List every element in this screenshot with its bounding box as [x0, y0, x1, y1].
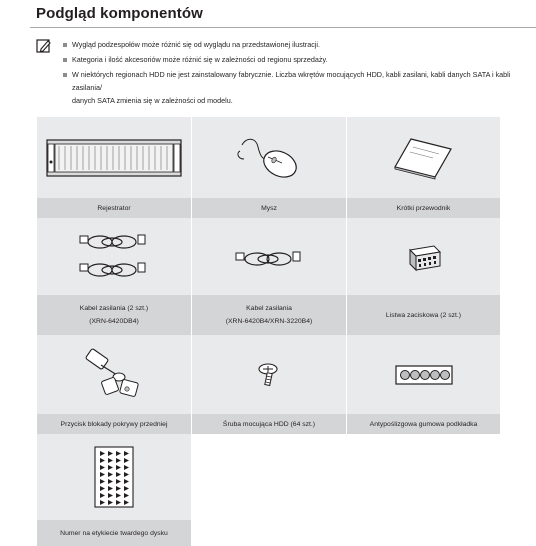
component-label: Śruba mocująca HDD (64 szt.) [192, 414, 346, 434]
empty-cell [346, 434, 500, 546]
note-item: Kategoria i ilość akcesoriów może różnić się w zależności od regionu sprzedaży. [62, 53, 532, 66]
note-item: Wygląd podzespołów może różnić się od wyglądu na przedstawionej ilustracji. [62, 38, 532, 51]
component-quick-guide [346, 117, 500, 218]
mouse-icon [234, 133, 304, 183]
hdd-label-sheet-icon [94, 446, 134, 508]
rubber-pad-icon [395, 364, 453, 386]
component-label: Przycisk blokady pokrywy przedniej [37, 414, 191, 434]
component-label: Kabel zasilania (2 szt.) (XRN-6420DB4) [37, 295, 191, 335]
note-icon [36, 38, 52, 54]
component-label: Krótki przewodnik [347, 198, 500, 218]
component-label: Numer na etykiecie twardego dysku [37, 520, 191, 546]
recorder-picture [37, 117, 191, 198]
note-item: W niektórych regionach HDD nie jest zainstalowany fabrycznie. Liczba wkrętów mocujących HDD, kabli zasilani, kabli danych SATA i kabli zasilania/ [62, 68, 532, 94]
power-cable-icon [231, 237, 307, 277]
cover-lock-button-picture [37, 335, 191, 414]
component-cover-lock-button [36, 335, 191, 434]
power-cable-picture [192, 218, 346, 295]
mouse-picture [192, 117, 346, 198]
terminal-block-picture [347, 218, 500, 295]
page-title: Podgląd komponentów [36, 5, 203, 22]
terminal-block-icon [404, 240, 444, 274]
title-divider [30, 27, 536, 28]
component-hdd-label-sheet [36, 434, 191, 546]
component-hdd-screw [191, 335, 346, 434]
recorder-icon [45, 136, 183, 180]
component-label: Mysz [192, 198, 346, 218]
component-recorder [36, 117, 191, 218]
hdd-screw-picture [192, 335, 346, 414]
quick-guide-picture [347, 117, 500, 198]
component-rubber-pad [346, 335, 500, 434]
power-cable-pair-picture [37, 218, 191, 295]
component-label: Antypoślizgowa gumowa podkładka [347, 414, 500, 434]
component-label: Kabel zasilania (XRN-6420B4/XRN-3220B4) [192, 295, 346, 335]
cover-lock-button-icon [79, 347, 149, 403]
quick-guide-icon [389, 133, 459, 183]
component-label: Rejestrator [37, 198, 191, 218]
component-power-cable-pair [36, 218, 191, 335]
notes-list [62, 38, 532, 107]
component-mouse [191, 117, 346, 218]
hdd-label-sheet-picture [37, 434, 191, 520]
components-grid [36, 117, 500, 546]
power-cable-pair-icon [76, 227, 152, 287]
empty-cell [191, 434, 346, 546]
component-label: Listwa zaciskowa (2 szt.) [347, 295, 500, 335]
hdd-screw-icon [254, 360, 284, 390]
note-item-continuation: danych SATA zmienia się w zależności od modelu. [72, 96, 233, 105]
rubber-pad-picture [347, 335, 500, 414]
component-terminal-block [346, 218, 500, 335]
component-power-cable [191, 218, 346, 335]
